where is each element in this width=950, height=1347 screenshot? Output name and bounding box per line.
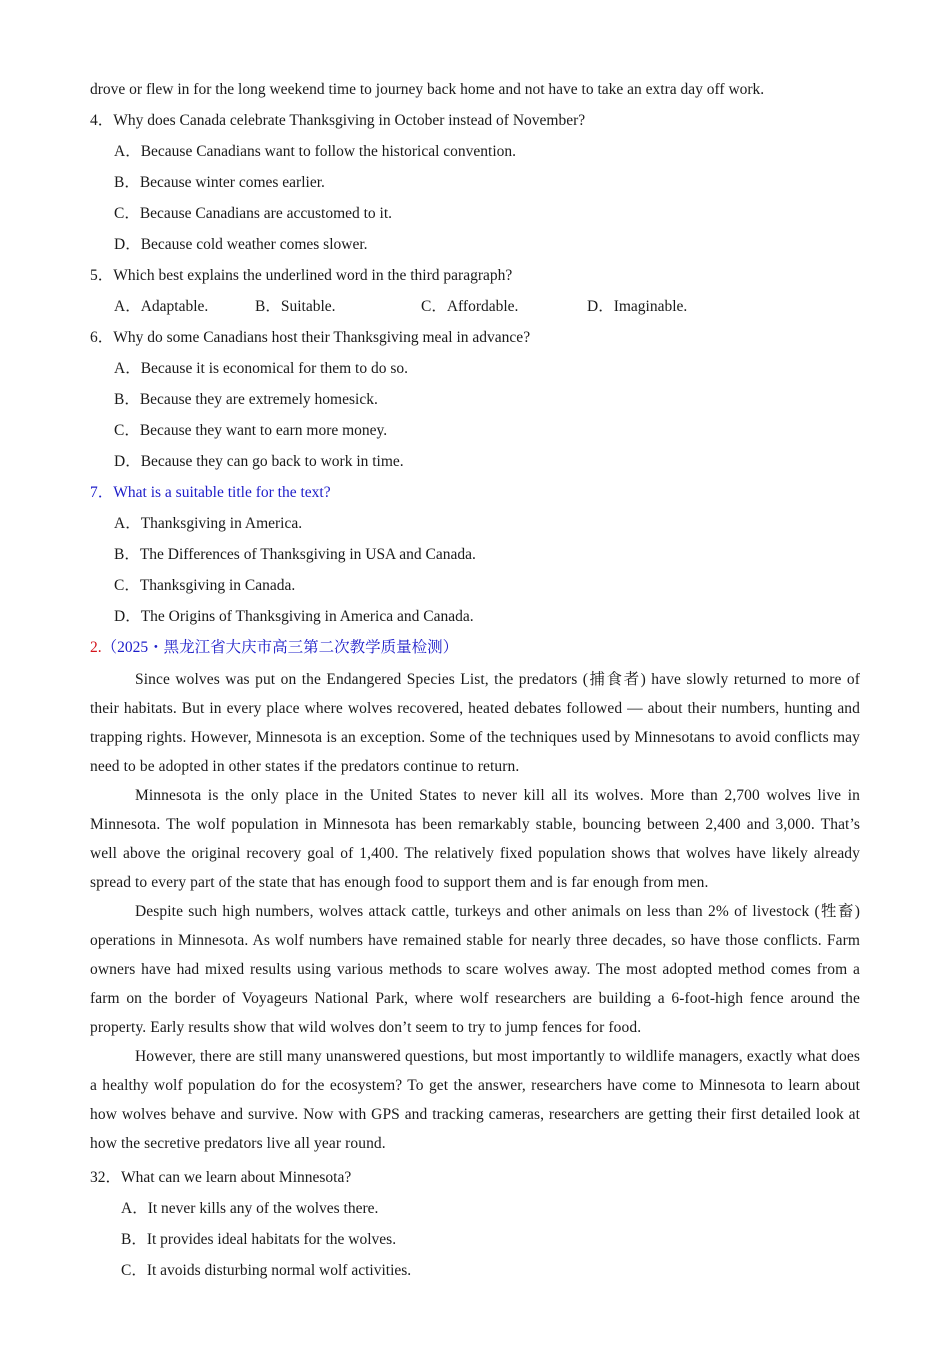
option-a: A．Thanksgiving in America. xyxy=(114,515,303,532)
option-d: D．Because cold weather comes slower. xyxy=(114,236,368,253)
section-heading xyxy=(90,632,860,663)
option-b: B．The Differences of Thanksgiving in USA and Canada. xyxy=(114,546,476,563)
passage-paragraph-3: Despite such high numbers, wolves attack cattle, turkeys and other animals on less than 2% of livestock (牲畜) operations in Minnesota. As wolf numbers have remained stable for nearly three decades, so have those conflicts. Farm owners have had mixed results using various methods to scare wolves away. The most adopted method comes from a farm on the border of Voyageurs National Park, where wolf researchers are building a 6-foot-high fence around the property. Early results show that wild wolves don’t seem to try to jump fences for food. xyxy=(90,903,860,1036)
option-c: C．Thanksgiving in Canada. xyxy=(114,577,296,594)
question-6 xyxy=(90,322,860,477)
question-32 xyxy=(90,1162,860,1286)
option-c: C．Because Canadians are accustomed to it. xyxy=(114,205,393,222)
continuation-line: drove or flew in for the long weekend time to journey back home and not have to take an extra day off work. xyxy=(90,81,765,98)
passage xyxy=(90,665,860,1158)
question-stem: 4．Why does Canada celebrate Thanksgiving in October instead of November? xyxy=(90,112,586,129)
option-c: C．Because they want to earn more money. xyxy=(114,422,388,439)
question-stem: 7．What is a suitable title for the text? xyxy=(90,484,331,501)
question-stem: 5．Which best explains the underlined word in the third paragraph? xyxy=(90,267,513,284)
option-a: A．Because it is economical for them to do so. xyxy=(114,360,409,377)
option-b: B．It provides ideal habitats for the wolves. xyxy=(121,1231,397,1248)
section-number: 2. xyxy=(90,639,102,656)
passage-paragraph-2: Minnesota is the only place in the United States to never kill all its wolves. More than 2,700 wolves live in Minnesota. The wolf population in Minnesota has been remarkably stable, bouncing between 2,400 and 3,000. That’s well above the original recovery goal of 1,400. The relatively fixed population shows that wolves have likely already spread to every part of the state that has enough food to support them and is far enough from men. xyxy=(90,787,860,891)
option-c: C．It avoids disturbing normal wolf activities. xyxy=(121,1262,412,1279)
question-7 xyxy=(90,477,860,632)
document-page xyxy=(90,74,860,1286)
question-4 xyxy=(90,105,860,260)
option-a: A．It never kills any of the wolves there. xyxy=(121,1200,379,1217)
option-c: C．Affordable. xyxy=(421,298,519,315)
question-stem: 32．What can we learn about Minnesota? xyxy=(90,1169,352,1186)
option-b: B．Because they are extremely homesick. xyxy=(114,391,378,408)
option-b: B．Suitable. xyxy=(255,298,336,315)
passage-paragraph-4: However, there are still many unanswered questions, but most importantly to wildlife managers, exactly what does a healthy wolf population do for the ecosystem? To get the answer, researchers have come to Minnesota to learn about how wolves behave and survive. Now with GPS and tracking cameras, researchers are getting their first detailed look at how the secretive predators live all year round. xyxy=(90,1048,860,1152)
option-d: D．Imaginable. xyxy=(587,298,688,315)
options-row xyxy=(90,291,860,322)
option-d: D．Because they can go back to work in time. xyxy=(114,453,404,470)
question-stem: 6．Why do some Canadians host their Thanksgiving meal in advance? xyxy=(90,329,531,346)
option-a: A．Adaptable. xyxy=(114,298,209,315)
option-b: B．Because winter comes earlier. xyxy=(114,174,325,191)
question-5 xyxy=(90,260,860,322)
option-a: A．Because Canadians want to follow the historical convention. xyxy=(114,143,517,160)
section-source: （2025・黑龙江省大庆市高三第二次教学质量检测） xyxy=(101,639,459,656)
passage-paragraph-1: Since wolves was put on the Endangered Species List, the predators (捕食者) have slowly returned to more of their habitats. But in every place where wolves recovered, heated debates followed — about their numbers, hunting and trapping rights. However, Minnesota is an exception. Some of the techniques used by Minnesotans to avoid conflicts may need to be adopted in other states if the predators continue to return. xyxy=(90,671,860,775)
option-d: D．The Origins of Thanksgiving in America and Canada. xyxy=(114,608,474,625)
